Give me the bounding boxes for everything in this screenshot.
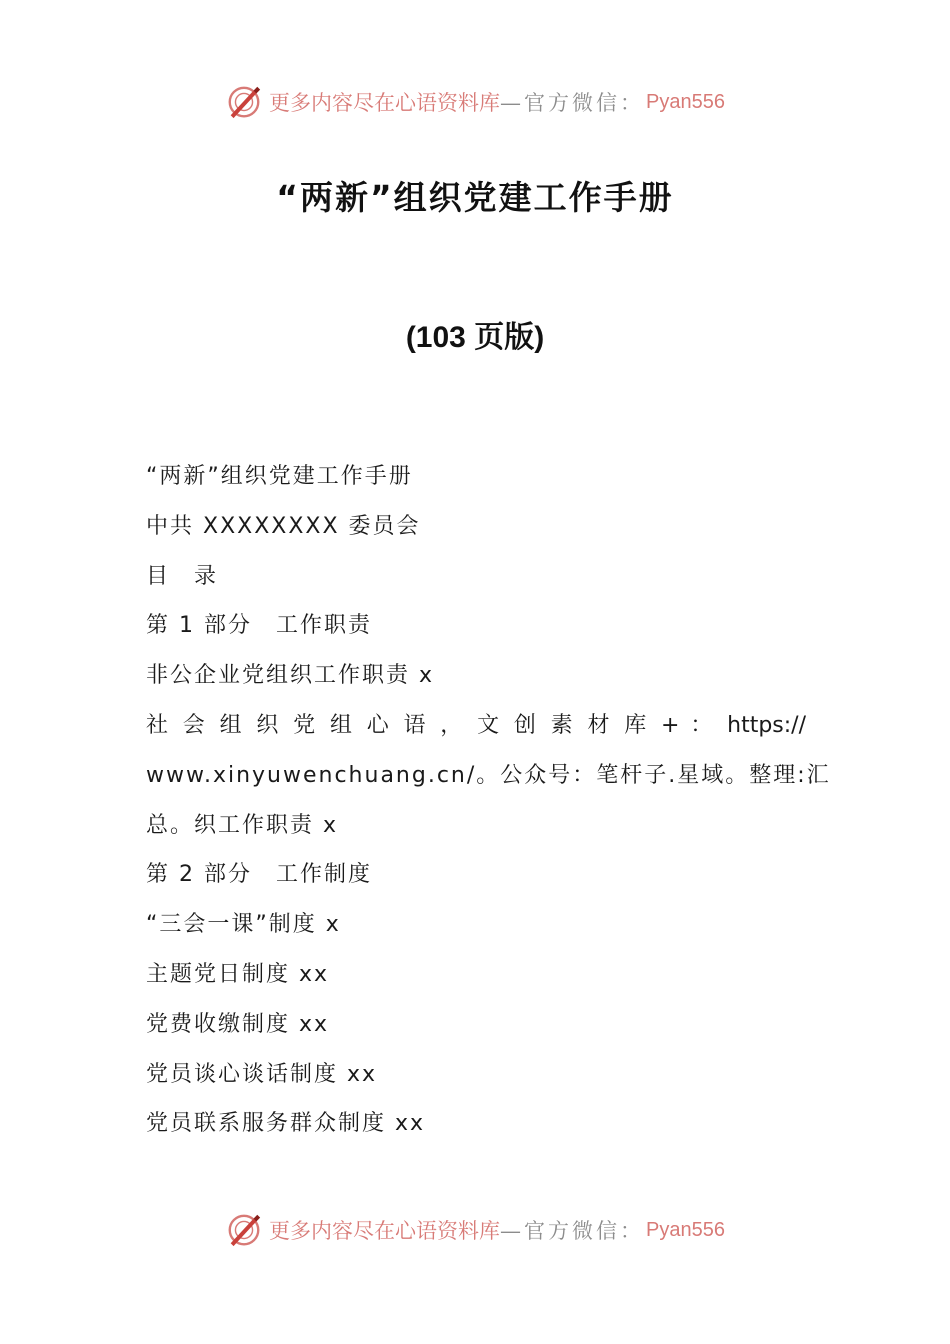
watermark-main-text: 更多内容尽在心语资料库 bbox=[269, 1219, 501, 1243]
toc-item: 党员联系服务群众制度 xx bbox=[146, 1111, 426, 1137]
watermark-handle-text: Pyan556 bbox=[646, 90, 725, 113]
body-line: “两新”组织党建工作手册 bbox=[146, 464, 413, 489]
watermark-main-text: 更多内容尽在心语资料库 bbox=[269, 91, 501, 115]
toc-item: 党员谈心谈话制度 xx bbox=[146, 1061, 378, 1087]
toc-item: 非公企业党组织工作职责 x bbox=[146, 663, 435, 689]
watermark-mid-text: —官方微信： bbox=[500, 1219, 645, 1243]
document-subtitle: (103 页版) bbox=[405, 321, 545, 354]
toc-heading: 目 录 bbox=[146, 563, 219, 589]
pen-logo-icon bbox=[225, 83, 263, 121]
document-body bbox=[146, 452, 831, 1149]
toc-item: 党费收缴制度 xx bbox=[146, 1011, 330, 1037]
header-watermark bbox=[0, 82, 950, 122]
toc-item: 总。织工作职责 x bbox=[146, 812, 339, 838]
toc-section-heading: 第 2 部分 工作制度 bbox=[146, 862, 372, 888]
toc-item: 主题党日制度 xx bbox=[146, 961, 330, 987]
watermark-handle-text: Pyan556 bbox=[646, 1218, 725, 1241]
body-line: 中共 XXXXXXXX 委员会 bbox=[146, 513, 421, 539]
watermark-mid-text: —官方微信： bbox=[500, 91, 645, 115]
toc-item: www.xinyuwenchuang.cn/。公众号：笔杆子.星域。整理:汇 bbox=[146, 762, 831, 788]
pen-logo-icon bbox=[225, 1211, 263, 1249]
toc-item: 社 会 组 织 党 组 心 语 ， 文 创 素 材 库 + ： https:// bbox=[146, 712, 806, 738]
toc-item: “三会一课”制度 x bbox=[146, 912, 341, 938]
toc-section-heading: 第 1 部分 工作职责 bbox=[146, 613, 372, 639]
footer-watermark bbox=[0, 1210, 950, 1250]
document-title: “两新”组织党建工作手册 bbox=[276, 178, 674, 217]
